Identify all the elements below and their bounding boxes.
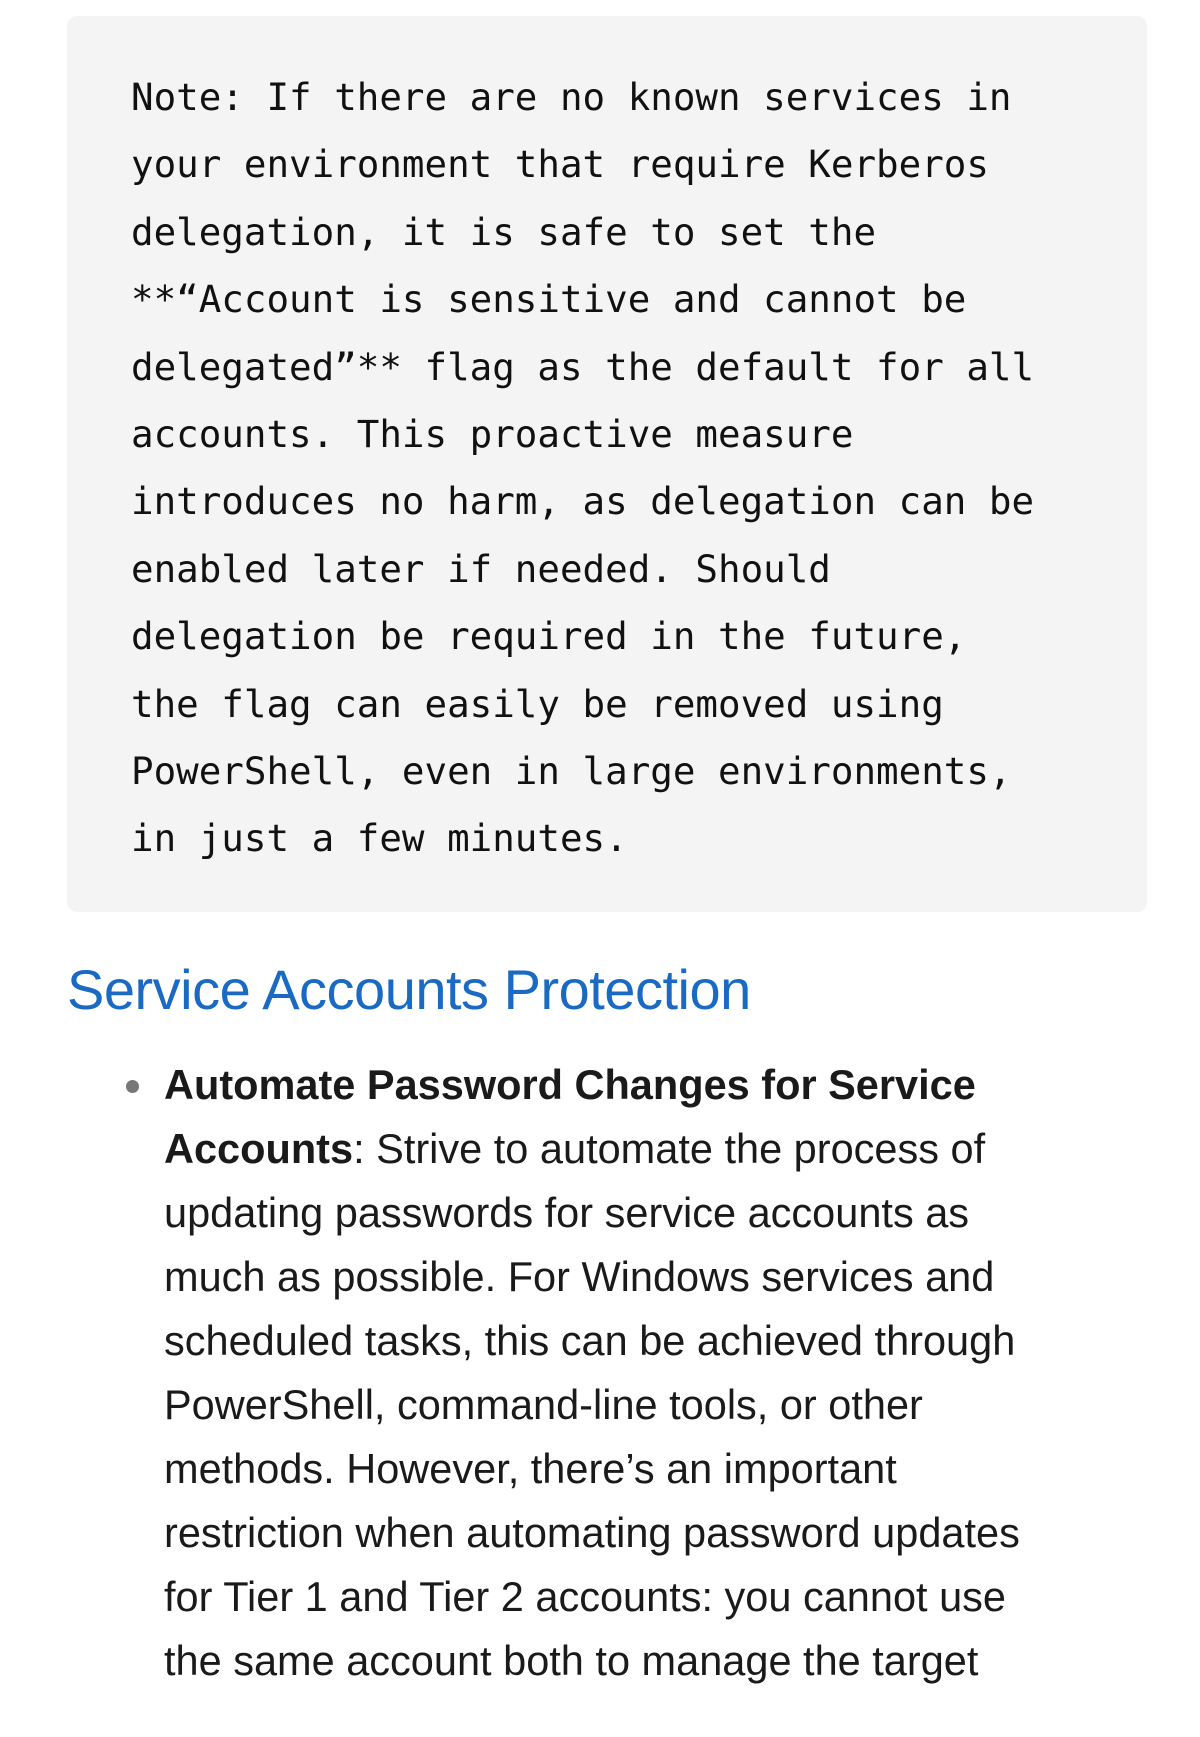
note-line: **“Account is sensitive and cannot be — [131, 277, 967, 322]
item-line — [164, 1117, 985, 1181]
note-line: delegated”** flag as the default for all — [131, 344, 1035, 389]
item-line: scheduled tasks, this can be achieved through — [164, 1317, 1016, 1364]
item-line: updating passwords for service accounts as — [164, 1189, 970, 1236]
item-title-line: Automate Password Changes for Service — [164, 1061, 976, 1108]
note-line: introduces no harm, as delegation can be — [131, 479, 1035, 524]
note-line: the flag can easily be removed using — [131, 681, 944, 726]
item-text: : Strive to automate the process of — [353, 1125, 986, 1172]
item-title-end: Accounts — [164, 1125, 354, 1172]
item-line: for Tier 1 and Tier 2 accounts: you cannot use — [164, 1573, 1007, 1620]
note-line: PowerShell, even in large environments, — [131, 749, 1012, 794]
note-code-block — [67, 16, 1147, 912]
note-line: delegation be required in the future, — [131, 614, 967, 659]
note-line: Note: If there are no known services in — [131, 75, 1012, 119]
item-line: PowerShell, command-line tools, or other — [164, 1381, 923, 1428]
section-heading: Service Accounts Protection — [67, 958, 751, 1021]
note-line: accounts. This proactive measure — [131, 412, 854, 457]
note-line: delegation, it is safe to set the — [131, 209, 877, 254]
item-line: methods. However, there’s an important — [164, 1445, 897, 1492]
item-line: much as possible. For Windows services and — [164, 1253, 995, 1300]
bullet-dot — [126, 1080, 139, 1093]
note-line: enabled later if needed. Should — [131, 546, 831, 591]
note-line: your environment that require Kerberos — [131, 142, 989, 187]
item-line: the same account both to manage the target — [164, 1637, 979, 1684]
note-line: in just a few minutes. — [131, 816, 628, 861]
item-line: restriction when automating password updates — [164, 1509, 1020, 1556]
